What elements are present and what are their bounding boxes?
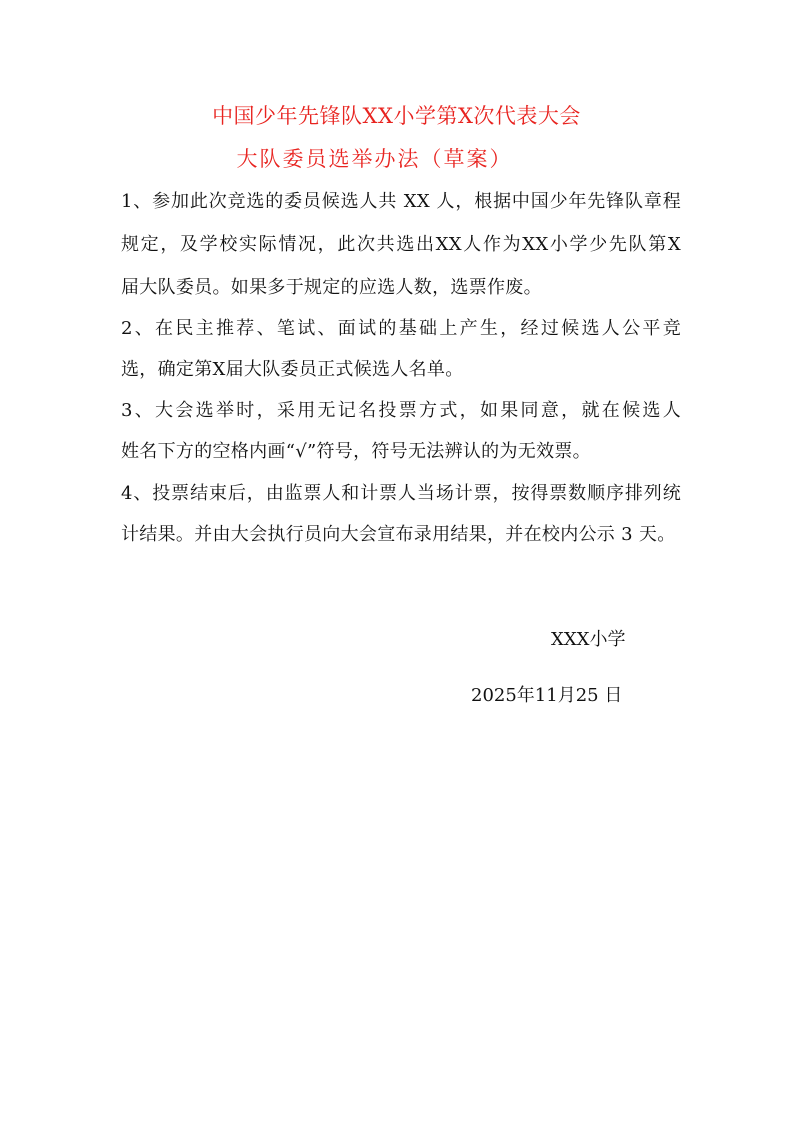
signature-school: XXX小学	[551, 629, 626, 650]
signature-date: 2025年11月25 日	[471, 685, 623, 706]
paragraph-1-line-1: 1、参加此次竞选的委员候选人共 XX 人，根据中国少年先锋队章程	[121, 191, 681, 212]
paragraph-3-line-1: 3、大会选举时，采用无记名投票方式，如果同意，就在候选人	[121, 400, 681, 421]
paragraph-3-line-2: 姓名下方的空格内画“√”符号，符号无法辨认的为无效票。	[121, 441, 591, 462]
paragraph-4-line-2: 计结果。并由大会执行员向大会宣布录用结果，并在校内公示 3 天。	[121, 524, 676, 545]
document-subtitle: 大队委员选举办法（草案）	[236, 147, 513, 171]
document-title: 中国少年先锋队XX小学第X次代表大会	[212, 104, 581, 128]
paragraph-2-line-2: 选，确定第X届大队委员正式候选人名单。	[121, 359, 464, 380]
paragraph-4-line-1: 4、投票结束后，由监票人和计票人当场计票，按得票数顺序排列统	[121, 483, 681, 504]
paragraph-1-line-3: 届大队委员。如果多于规定的应选人数，选票作废。	[121, 277, 542, 298]
paragraph-2-line-1: 2、在民主推荐、笔试、面试的基础上产生，经过候选人公平竞	[121, 318, 681, 339]
paragraph-1-line-2: 规定，及学校实际情况，此次共选出XX人作为XX小学少先队第X	[121, 234, 681, 255]
